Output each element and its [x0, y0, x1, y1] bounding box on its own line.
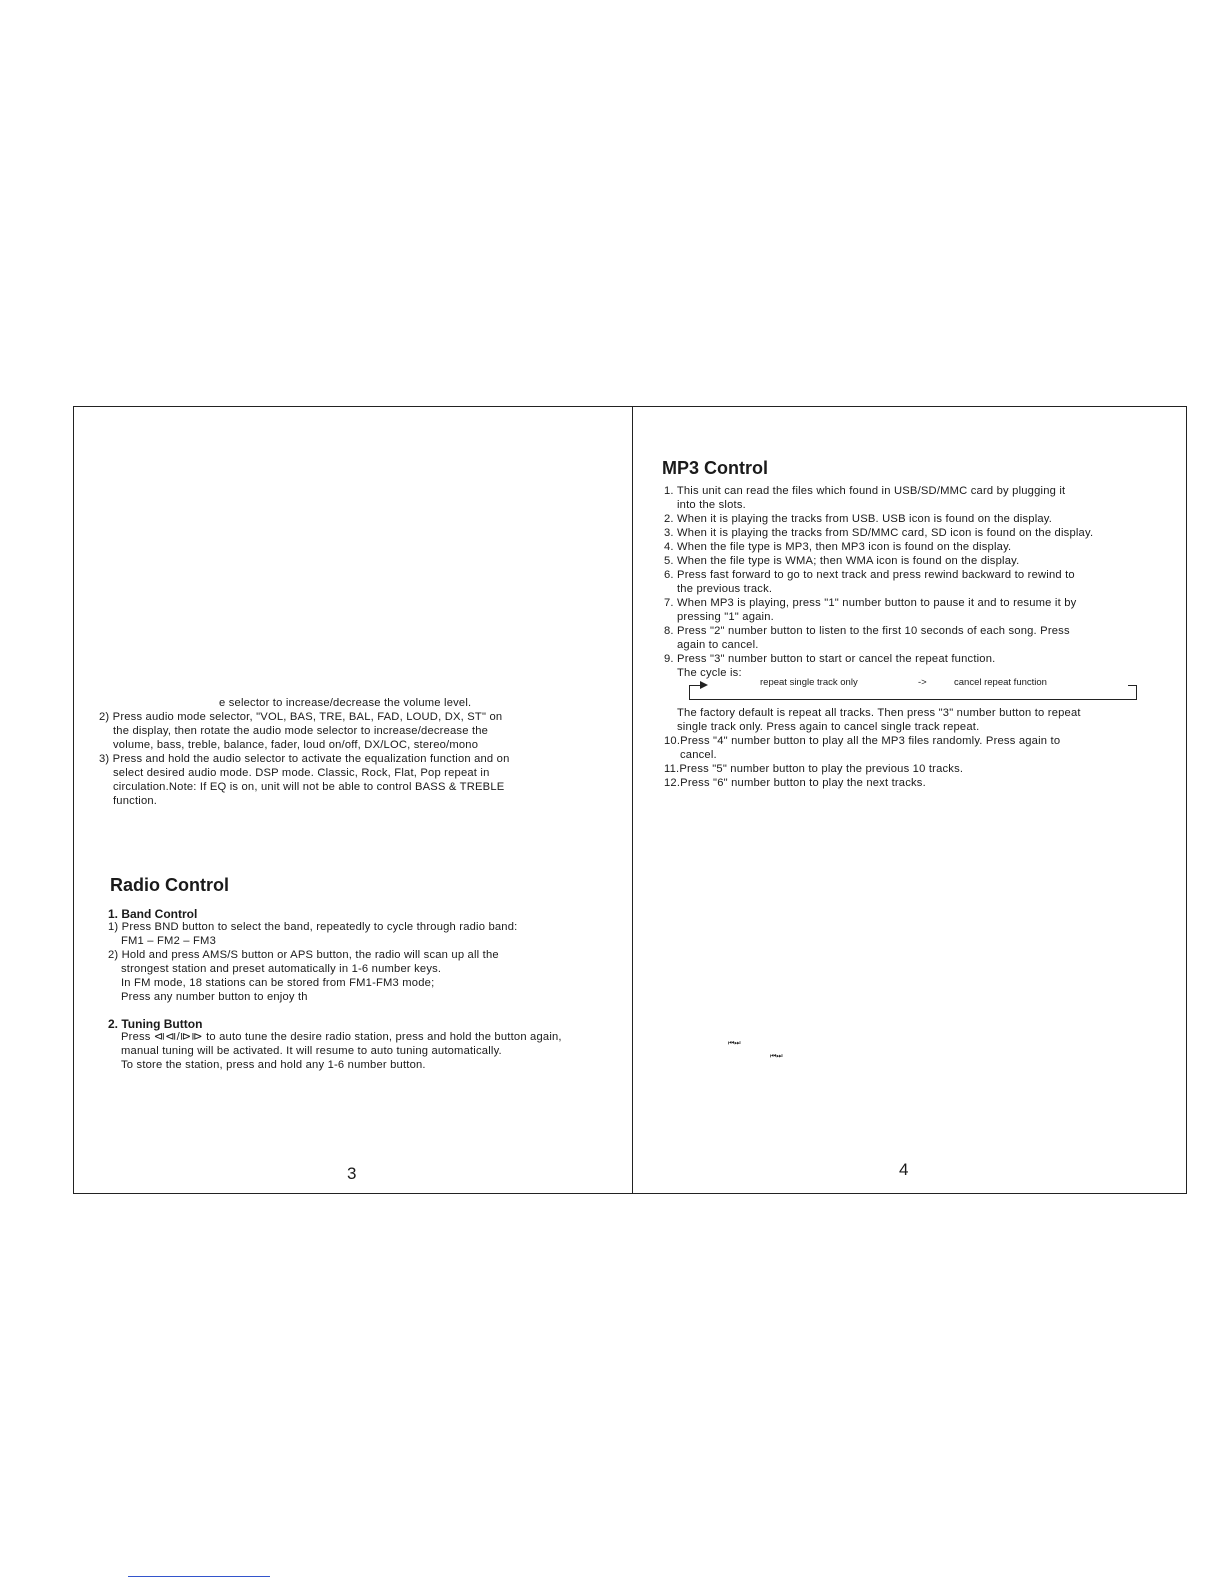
cycle-repeat-single-label: repeat single track only — [760, 677, 858, 688]
mp3-line-9: 7. When MP3 is playing, press "1" number button to pause it and to resume it by — [664, 597, 1077, 609]
cycle-end-tick — [1128, 685, 1137, 686]
mp3-line-10: pressing "1" again. — [677, 611, 774, 623]
audio-item-3-line-2: select desired audio mode. DSP mode. Classic, Rock, Flat, Pop repeat in — [113, 767, 490, 779]
band-line-2: FM1 – FM2 – FM3 — [121, 935, 217, 947]
audio-item-3-line-1: 3) Press and hold the audio selector to activate the equalization function and on — [99, 753, 510, 765]
tuning-line-3: To store the station, press and hold any 1-6 number button. — [121, 1059, 426, 1071]
band-line-4: strongest station and preset automatically in 1-6 number keys. — [121, 963, 442, 975]
mp3-line-14: The cycle is: — [677, 667, 742, 679]
after-line-1: The factory default is repeat all tracks. Then press "3" number button to repeat — [677, 707, 1081, 719]
page-number-3: 3 — [347, 1164, 357, 1183]
band-line-1: 1) Press BND button to select the band, repeatedly to cycle through radio band: — [108, 921, 518, 933]
after-line-3: 10.Press "4" number button to play all the MP3 files randomly. Press again to — [664, 735, 1061, 747]
band-line-6: Press any number button to enjoy th — [121, 991, 308, 1003]
band-line-5: In FM mode, 18 stations can be stored from FM1-FM3 mode; — [121, 977, 435, 989]
tuning-line-1: Press ⧏⧏/⧐⧐ to auto tune the desire radio station, press and hold the button again, — [121, 1031, 562, 1043]
after-line-4: cancel. — [680, 749, 717, 761]
volume-fragment: e selector to increase/decrease the volume level. — [219, 697, 472, 709]
cycle-arrow-line — [689, 685, 700, 686]
mp3-line-7: 6. Press fast forward to go to next track and press rewind backward to rewind to — [664, 569, 1075, 581]
repeat-cycle-diagram — [689, 685, 1137, 700]
mp3-line-2: into the slots. — [677, 499, 746, 511]
mp3-line-12: again to cancel. — [677, 639, 759, 651]
cycle-cancel-label: cancel repeat function — [954, 677, 1047, 688]
after-line-6: 12.Press "6" number button to play the next tracks. — [664, 777, 926, 789]
cycle-arrow-label: -> — [918, 677, 927, 688]
skip-prev-next-icon: ⏮ ⏭ — [728, 1040, 740, 1047]
audio-item-2-line-3: volume, bass, treble, balance, fader, loud on/off, DX/LOC, stereo/mono — [113, 739, 479, 751]
after-line-5: 11.Press "5" number button to play the previous 10 tracks. — [664, 763, 964, 775]
audio-item-2-line-1: 2) Press audio mode selector, "VOL, BAS, TRE, BAL, FAD, LOUD, DX, ST" on — [99, 711, 503, 723]
tuning-line-2: manual tuning will be activated. It will resume to auto tuning automatically. — [121, 1045, 502, 1057]
mp3-line-5: 4. When the file type is MP3, then MP3 icon is found on the display. — [664, 541, 1012, 553]
page-number-4: 4 — [899, 1160, 909, 1179]
tuning-button-heading: 2. Tuning Button — [108, 1017, 203, 1031]
band-line-3: 2) Hold and press AMS/S button or APS button, the radio will scan up all the — [108, 949, 499, 961]
mp3-line-11: 8. Press "2" number button to listen to the first 10 seconds of each song. Press — [664, 625, 1070, 637]
page-divider — [632, 406, 633, 1194]
bottom-link-underline — [128, 1576, 270, 1577]
mp3-line-6: 5. When the file type is WMA; then WMA icon is found on the display. — [664, 555, 1020, 567]
audio-item-3-line-4: function. — [113, 795, 158, 807]
mp3-line-1: 1. This unit can read the files which found in USB/SD/MMC card by plugging it — [664, 485, 1066, 497]
audio-item-2-line-2: the display, then rotate the audio mode selector to increase/decrease the — [113, 725, 489, 737]
mp3-line-4: 3. When it is playing the tracks from SD/MMC card, SD icon is found on the display. — [664, 527, 1094, 539]
radio-control-heading: Radio Control — [110, 875, 229, 895]
mp3-line-8: the previous track. — [677, 583, 773, 595]
mp3-control-heading: MP3 Control — [662, 458, 768, 478]
mp3-line-3: 2. When it is playing the tracks from USB. USB icon is found on the display. — [664, 513, 1053, 525]
band-control-heading: 1. Band Control — [108, 907, 198, 921]
audio-item-3-line-3: circulation.Note: If EQ is on, unit will not be able to control BASS & TREBLE — [113, 781, 505, 793]
mp3-line-13: 9. Press "3" number button to start or cancel the repeat function. — [664, 653, 996, 665]
cycle-arrow-icon — [700, 681, 708, 689]
after-line-2: single track only. Press again to cancel single track repeat. — [677, 721, 980, 733]
skip-prev-next-icon: ⏮ ⏭ — [770, 1053, 782, 1060]
